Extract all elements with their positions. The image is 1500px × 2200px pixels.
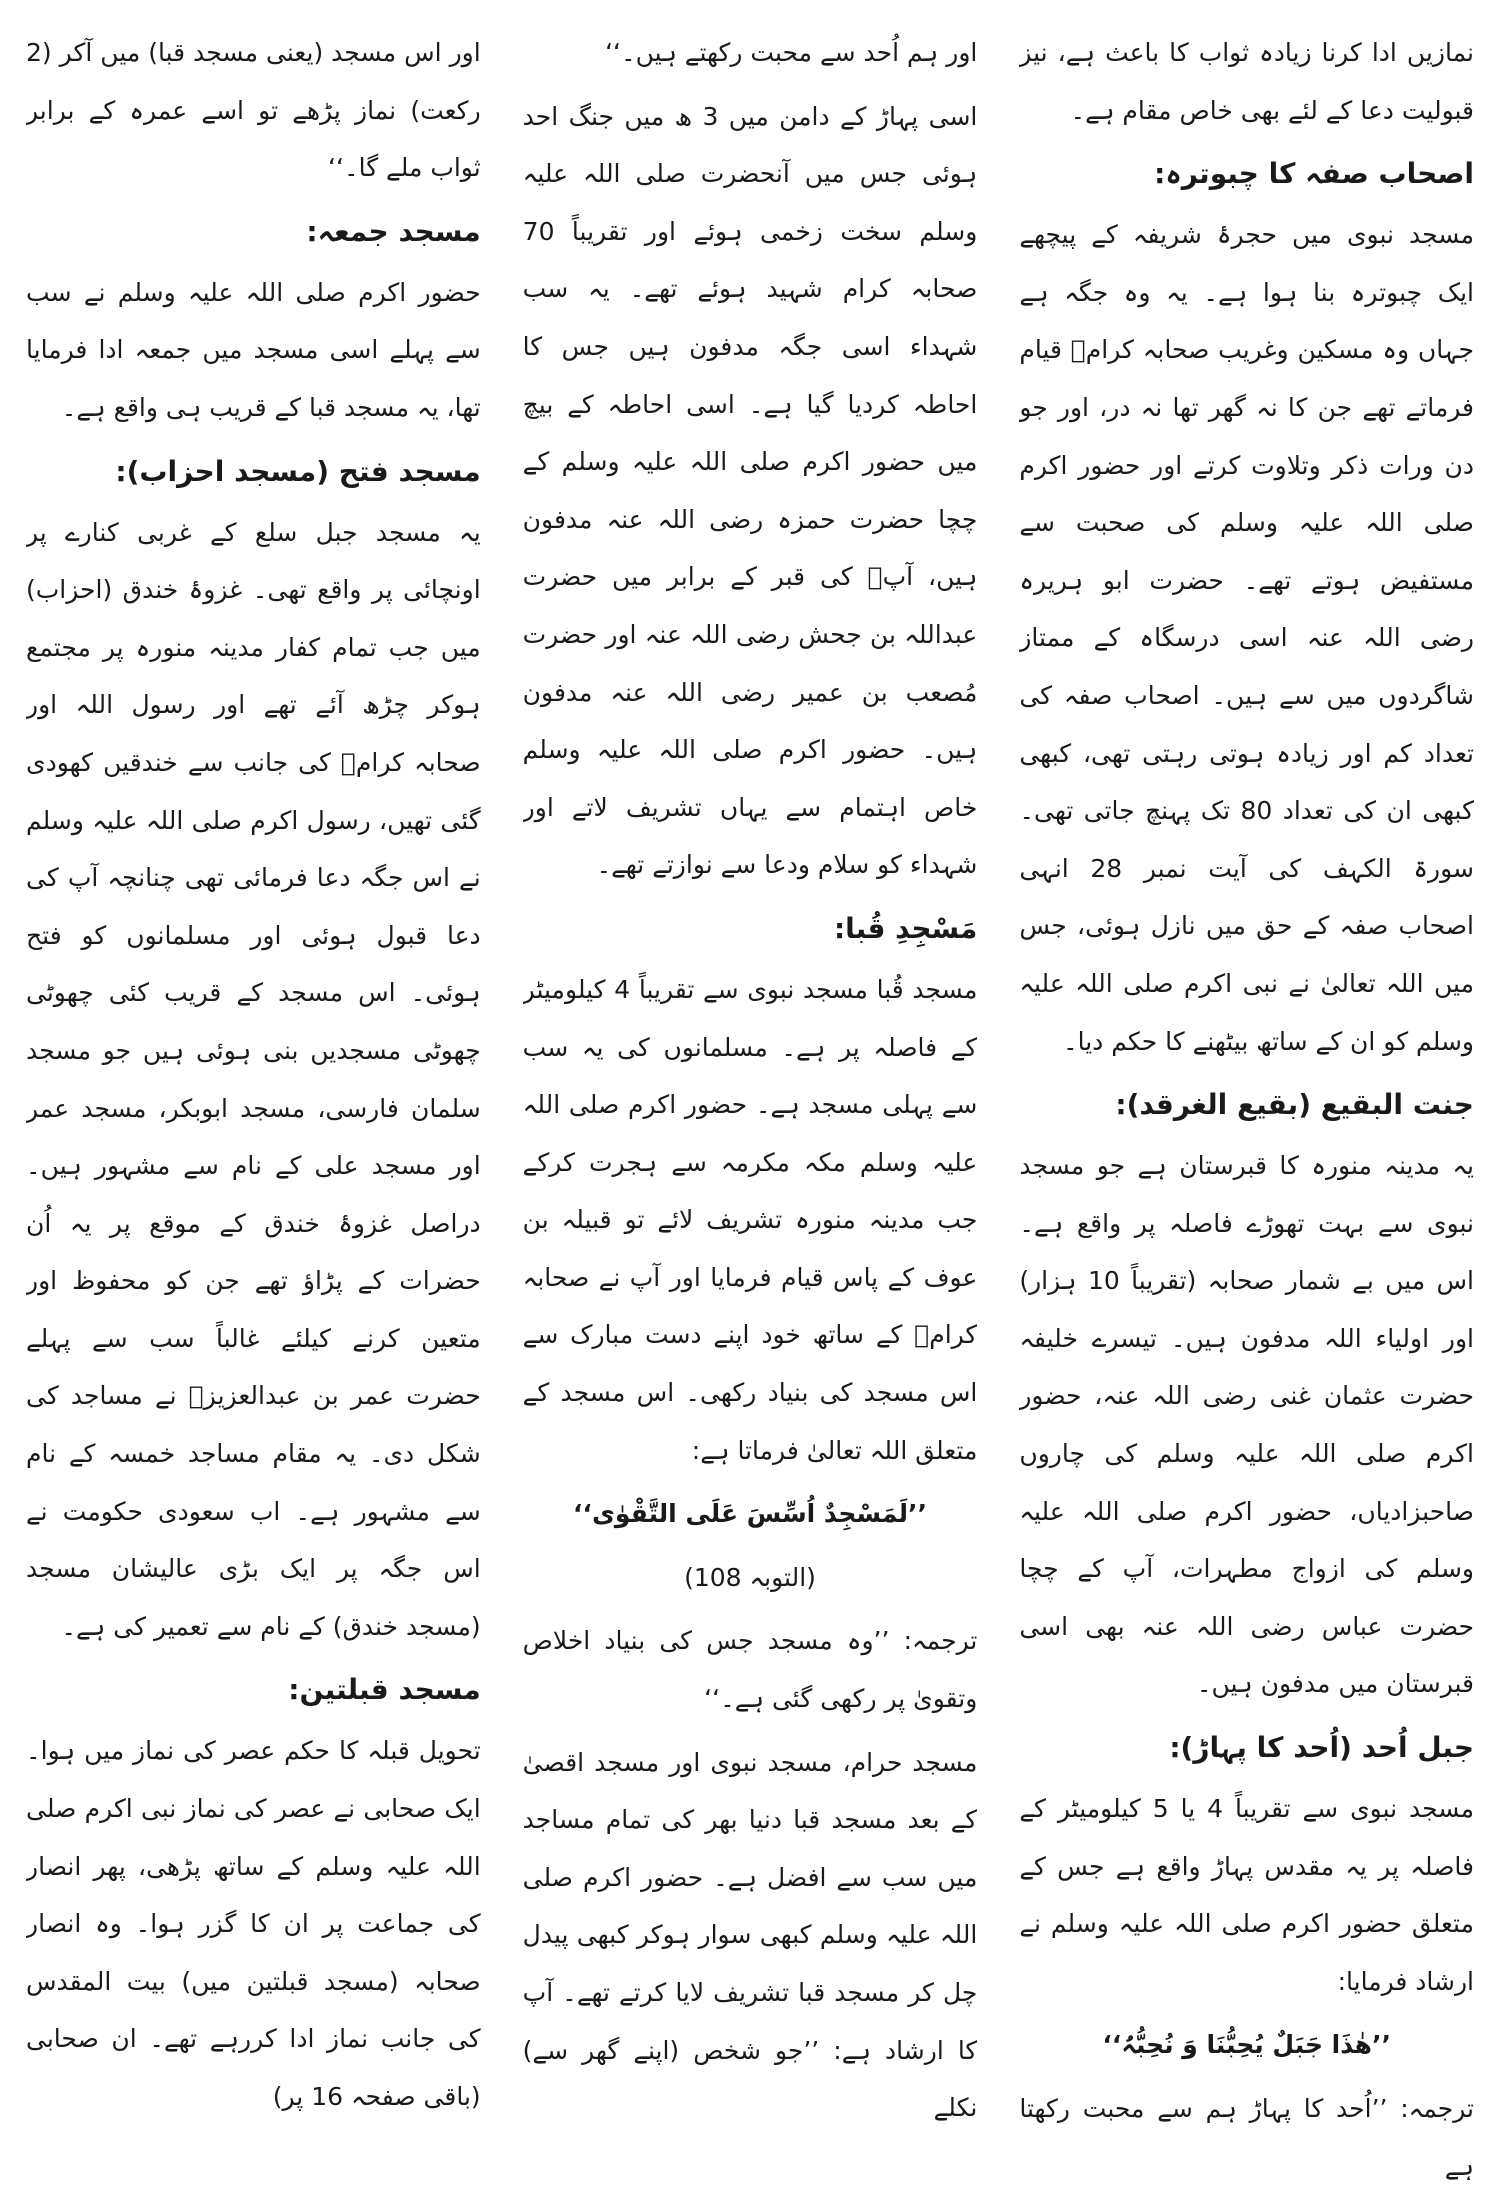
section-heading: اصحاب صفہ کا چبوترہ: (1154, 157, 1474, 191)
paragraph: تحویل قبلہ کا حکم عصر کی نماز میں ہوا۔ ایک صحابی نے عصر کی نماز نبی اکرم صلی اللہ علیہ وسلم کے ساتھ پڑھی، پھر انصار کی جماعت پر ان کا گزر ہوا۔ وہ انصار صحابہ (مسجد قبلتین میں) بیت المقدس کی جانب نماز ادا کررہے تھے۔ ان صحابی (باقی صفحہ 16 پر) (26, 1736, 481, 2111)
paragraph: مسجد حرام، مسجد نبوی اور مسجد اقصیٰ کے بعد مسجد قبا دنیا بھر کی تمام مساجد میں سب سے افضل ہے۔ حضور اکرم صلی اللہ علیہ وسلم کبھی سوار ہوکر کبھی پیدل چل کر مسجد قبا تشریف لایا کرتے تھے۔ آپ کا ارشاد ہے: ’’جو شخص (اپنے گھر سے) نکلے (522, 1747, 978, 2123)
paragraph: حضور اکرم صلی اللہ علیہ وسلم نے سب سے پہلے اسی مسجد میں جمعہ ادا فرمایا تھا، یہ مسجد قبا کے قریب ہی واقع ہے۔ (26, 277, 481, 422)
quran-reference: (التوبہ 108) (684, 1562, 816, 1592)
paragraph: ترجمہ: ’’اُحد کا پہاڑ ہم سے محبت رکھتا ہے (1019, 2094, 1474, 2180)
section-heading: جنت البقیع (بقیع الغرقد): (1115, 1088, 1474, 1122)
paragraph: مسجد قُبا مسجد نبوی سے تقریباً 4 کیلومیٹر کے فاصلہ پر ہے۔ مسلمانوں کی یہ سب سے پہلی مسجد ہے۔ حضور اکرم صلی اللہ علیہ وسلم مکہ مکرمہ سے ہجرت کرکے جب مدینہ منورہ تشریف لائے تو قبیلہ بن عوف کے پاس قیام فرمایا اور آپ نے صحابہ کرامؓ کے ساتھ خود اپنے دست مبارک سے اس مسجد کی بنیاد رکھی۔ اس مسجد کے متعلق اللہ تعالیٰ فرماتا ہے: (522, 974, 978, 1465)
column-right (1019, 24, 1474, 2180)
section-heading: مسجد قبلتین: (288, 1673, 481, 1707)
paragraph: مسجد نبوی میں حجرۂ شریفہ کے پیچھے ایک چبوترہ بنا ہوا ہے۔ یہ وہ جگہ ہے جہاں وہ مسکین وغریب صحابہ کرامؓ قیام فرماتے تھے جن کا نہ گھر تھا نہ در، اور جو دن ورات ذکر وتلاوت کرتے اور حضور اکرم صلی اللہ علیہ وسلم کی صحبت سے مستفیض ہوتے تھے۔ حضرت ابو ہریرہ رضی اللہ عنہ اسی درسگاہ کے ممتاز شاگردوں میں سے ہیں۔ اصحاب صفہ کی تعداد کم اور زیادہ ہوتی رہتی تھی، کبھی کبھی ان کی تعداد 80 تک پہنچ جاتی تھی۔ سورۃ الکہف کی آیت نمبر 28 انہی اصحاب صفہ کے حق میں نازل ہوئی، جس میں اللہ تعالیٰ نے نبی اکرم صلی اللہ علیہ وسلم کو ان کے ساتھ بیٹھنے کا حکم دیا۔ (1019, 220, 1474, 1056)
paragraph: اسی پہاڑ کے دامن میں 3 ھ میں جنگ احد ہوئی جس میں آنحضرت صلی اللہ علیہ وسلم سخت زخمی ہوئے اور تقریباً 70 صحابہ کرام شہید ہوئے تھے۔ یہ سب شہداء اسی جگہ مدفون ہیں جس کا احاطہ کردیا گیا ہے۔ اسی احاطہ کے بیچ میں حضور اکرم صلی اللہ علیہ وسلم کے چچا حضرت حمزہ رضی اللہ عنہ مدفون ہیں، آپؓ کی قبر کے برابر میں حضرت عبداللہ بن جحش رضی اللہ عنہ اور حضرت مُصعب بن عمیر رضی اللہ عنہ مدفون ہیں۔ حضور اکرم صلی اللہ علیہ وسلم خاص اہتمام سے یہاں تشریف لاتے اور شہداء کو سلام ودعا سے نوازتے تھے۔ (522, 101, 978, 880)
arabic-quote: ’’لَمَسْجِدٌ اُسِّسَ عَلَی التَّقْوٰی‘‘ (573, 1499, 927, 1529)
column-left (26, 24, 481, 2180)
arabic-quote: ’’ھٰذَا جَبَلٌ یُحِبُّنَا وَ نُحِبُّہُ‘‘ (1102, 2030, 1392, 2060)
paragraph: نمازیں ادا کرنا زیادہ ثواب کا باعث ہے، نیز قبولیت دعا کے لئے بھی خاص مقام ہے۔ (1019, 38, 1474, 125)
paragraph: اور ہم اُحد سے محبت رکھتے ہیں۔‘‘ (605, 38, 978, 67)
paragraph: یہ مسجد جبل سلع کے غربی کنارے پر اونچائی پر واقع تھی۔ غزوۂ خندق (احزاب) میں جب تمام کفار مدینہ منورہ پر مجتمع ہوکر چڑھ آئے تھے اور رسول اللہ اور صحابہ کرامؓ کی جانب سے خندقیں کھودی گئی تھیں، رسول اکرم صلی اللہ علیہ وسلم نے اس جگہ دعا فرمائی تھی چنانچہ آپ کی دعا قبول ہوئی اور مسلمانوں کو فتح ہوئی۔ اس مسجد کے قریب کئی چھوٹی چھوٹی مسجدیں بنی ہوئی ہیں جو مسجد سلمان فارسی، مسجد ابوبکر، مسجد عمر اور مسجد علی کے نام سے مشہور ہیں۔ دراصل غزوۂ خندق کے موقع پر یہ اُن حضرات کے پڑاؤ تھے جن کو محفوظ اور متعین کرنے کیلئے غالباً سب سے پہلے حضرت عمر بن عبدالعزیزؒ نے مساجد کی شکل دی۔ یہ مقام مساجد خمسہ کے نام سے مشہور ہے۔ اب سعودی حکومت نے اس جگہ پر ایک بڑی عالیشان مسجد (مسجد خندق) کے نام سے تعمیر کی ہے۔ (26, 517, 481, 1641)
section-heading: مسجد جمعہ: (306, 214, 481, 248)
section-heading: مَسْجِدِ قُبا: (833, 911, 978, 945)
paragraph: مسجد نبوی سے تقریباً 4 یا 5 کیلومیٹر کے فاصلہ پر یہ مقدس پہاڑ واقع ہے جس کے متعلق حضور اکرم صلی اللہ علیہ وسلم نے ارشاد فرمایا: (1019, 1794, 1474, 1996)
paragraph: یہ مدینہ منورہ کا قبرستان ہے جو مسجد نبوی سے بہت تھوڑے فاصلہ پر واقع ہے۔ اس میں بے شمار صحابہ (تقریباً 10 ہزار) اور اولیاء اللہ مدفون ہیں۔ تیسرے خلیفہ حضرت عثمان غنی رضی اللہ عنہ، حضور اکرم صلی اللہ علیہ وسلم کی چاروں صاحبزادیاں، حضور اکرم صلی اللہ علیہ وسلم کی ازواج مطہرات، آپ کے چچا حضرت عباس رضی اللہ عنہ بھی اسی قبرستان میں مدفون ہیں۔ (1019, 1151, 1474, 1699)
paragraph: اور اس مسجد (یعنی مسجد قبا) میں آکر (2 رکعت) نماز پڑھے تو اسے عمرہ کے برابر ثواب ملے گا۔‘‘ (26, 38, 481, 183)
column-middle (523, 24, 978, 2180)
paragraph: ترجمہ: ’’وہ مسجد جس کی بنیاد اخلاص وتقویٰ پر رکھی گئی ہے۔‘‘ (522, 1626, 978, 1714)
section-heading: مسجد فتح (مسجد احزاب): (115, 454, 481, 488)
section-heading: جبل اُحد (اُحد کا پہاڑ): (1169, 1731, 1474, 1765)
